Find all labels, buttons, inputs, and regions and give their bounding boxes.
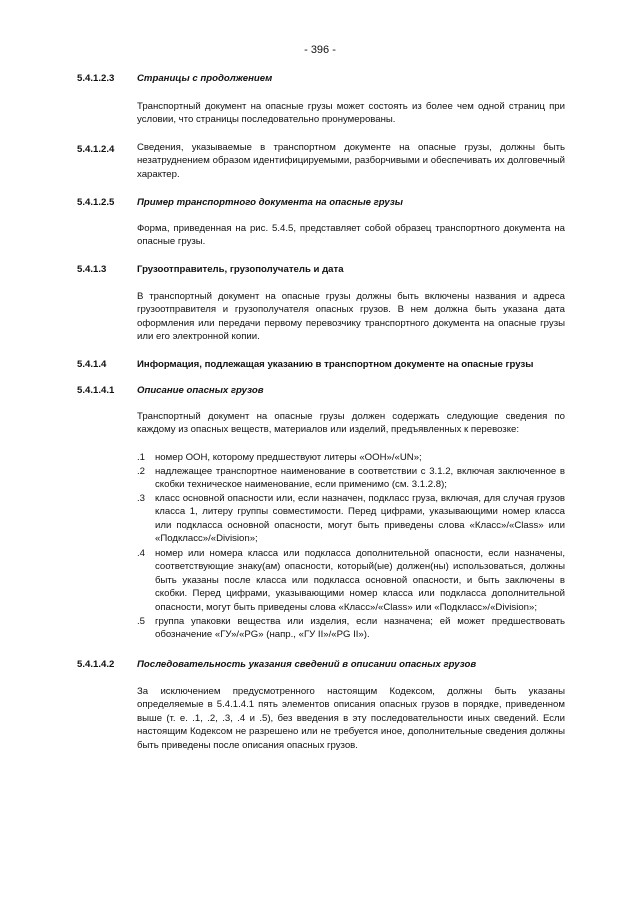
paragraph-legibility: Сведения, указываемые в транспортном документе на опасные грузы, должны быть незатруднением образом идентифицируемыми, разборчивыми и обеспечивать их долговечный характер.: [137, 142, 565, 180]
list-item-text: надлежащее транспортное наименование в соответствии с 3.1.2, включая заключенное в скобки техническое наименование, если применимо (см. 3.1.2.8);: [155, 466, 565, 491]
paragraph-sequence: За исключением предусмотренного настоящим Кодексом, должны быть указаны определяемые в 5.4.1.4.1 пять элементов описания опасных грузов в порядке, приведенном выше (т. е. .1, .2, .3, .4 и .5), без введения в эту последовательности иных сведений. Если настоящим Кодексом не разрешено или не требуется иное, дополнительные сведения должны быть приведены после описания опасных грузов.: [137, 686, 565, 751]
paragraph-continuation-pages: Транспортный документ на опасные грузы может состоять из более чем одной страниц при условии, что страницы последовательно пронумерованы.: [137, 101, 565, 126]
list-marker: .5: [137, 616, 146, 627]
section-title: Последовательность указания сведений в описании опасных грузов: [137, 659, 477, 670]
section-title: Пример транспортного документа на опасные грузы: [137, 197, 403, 208]
section-number: 5.4.1.4.1: [77, 385, 115, 396]
section-title: Описание опасных грузов: [137, 385, 264, 396]
section-number: 5.4.1.2.4: [77, 144, 115, 155]
list-marker: .4: [137, 548, 146, 559]
list-item-text: номер или номера класса или подкласса дополнительной опасности, если назначены, соответствующие знаку(ам) опасности, который(ые) должен(ны) использоваться, должны быть указаны после класса или подкласса основной опасности, и быть заключены в скобки. Перед цифрами, указывающими номер класса или подкласса дополнительной опасности, могут быть приведены слова «Класс»/«Class» или «Подкласс»/«Division»;: [155, 548, 565, 613]
list-item-text: класс основной опасности или, если назначен, подкласс груза, включая, для случая грузов класса 1, литеру группы совместимости. Перед цифрами, указывающими номер класса или подкласса основной опасности, могут быть приведены слова «Класс»/«Class» или «Подкласс»/«Division»;: [155, 493, 565, 545]
page-number: - 396 -: [304, 44, 336, 56]
section-title: Грузоотправитель, грузополучатель и дата: [137, 264, 344, 275]
list-item-text: номер ООН, которому предшествуют литеры «ООН»/«UN»;: [155, 452, 422, 463]
section-number: 5.4.1.4.2: [77, 659, 115, 670]
list-marker: .2: [137, 466, 146, 477]
list-item: [137, 615, 565, 642]
paragraph-consignor-consignee: В транспортный документ на опасные грузы должны быть включены названия и адреса грузоотправителя и грузополучателя опасных грузов. В нем должна быть указана дата оформления или передачи первому перевозчику транспортного документа на опасные грузы или его электронной копии.: [137, 291, 565, 343]
list-item: [137, 492, 565, 546]
paragraph-description-intro: Транспортный документ на опасные грузы должен содержать следующие сведения по каждому из опасных веществ, материалов или изделий, предъявленных к перевозке:: [137, 411, 565, 436]
section-number: 5.4.1.2.3: [77, 73, 115, 84]
section-number: 5.4.1.3: [77, 264, 107, 275]
list-item: [137, 451, 565, 464]
list-item: [137, 547, 565, 614]
section-title: Страницы с продолжением: [137, 73, 273, 84]
list-marker: .1: [137, 452, 146, 463]
section-title: Информация, подлежащая указанию в транспортном документе на опасные грузы: [137, 359, 534, 370]
paragraph-form-example: Форма, приведенная на рис. 5.4.5, представляет собой образец транспортного документа на опасные грузы.: [137, 223, 565, 248]
list-marker: .3: [137, 493, 146, 504]
section-number: 5.4.1.4: [77, 359, 107, 370]
list-item-text: группа упаковки вещества или изделия, если назначена; ей может предшествовать обозначение «ГУ»/«PG» (напр., «ГУ II»/«PG II»).: [155, 616, 565, 641]
list-item: [137, 465, 565, 492]
section-number: 5.4.1.2.5: [77, 197, 115, 208]
